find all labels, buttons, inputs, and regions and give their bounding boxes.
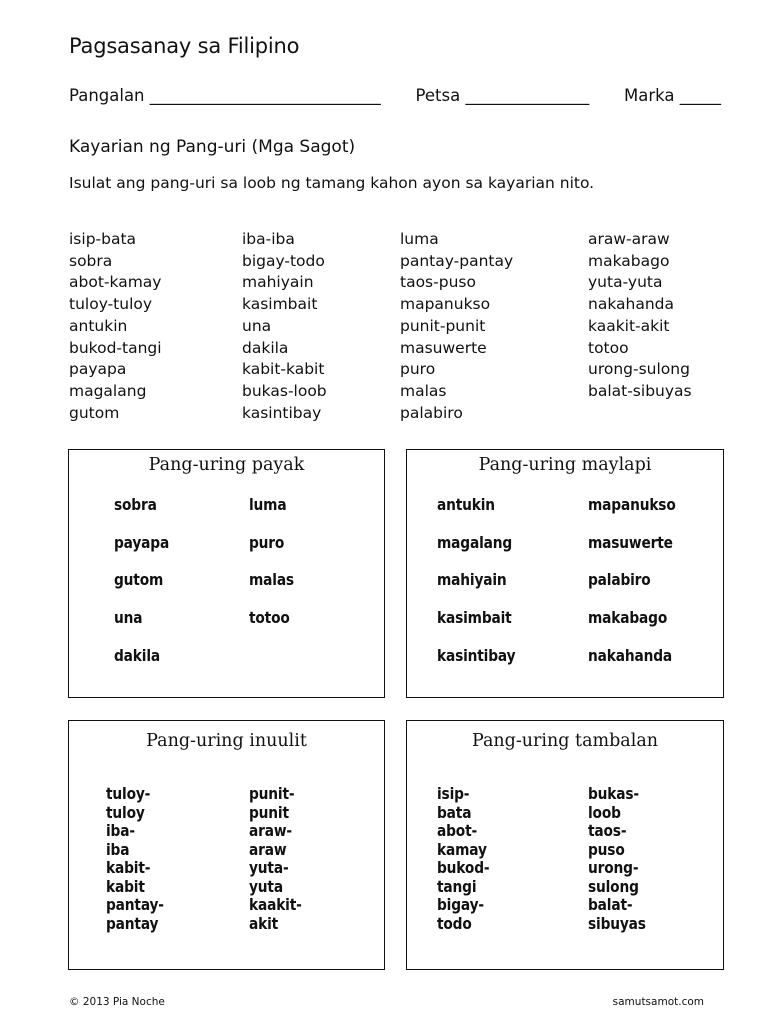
date-field[interactable]: Petsa _______________ <box>415 86 590 105</box>
answer-word: antukin <box>437 495 495 514</box>
word-bank-item: kasimbait <box>242 295 318 314</box>
word-bank-column <box>69 229 242 424</box>
word-bank-item: nakahanda <box>588 295 675 314</box>
answer-word: pantay-pantay <box>106 895 164 933</box>
word-bank-item: una <box>242 316 272 335</box>
answer-word: kasimbait <box>437 608 512 628</box>
instructions: Isulat ang pang-uri sa loob ng tamang kahon ayon sa kayarian nito. <box>69 174 595 192</box>
word-bank-item: iba-iba <box>242 230 295 248</box>
word-bank-item: bigay-todo <box>242 251 325 270</box>
answer-word: malas <box>249 570 294 590</box>
answer-word: kaakit-akit <box>249 895 302 933</box>
answer-word: luma <box>249 495 287 514</box>
box-title: Pang-uring inuulit <box>146 731 307 751</box>
word-bank-item: kaakit-akit <box>588 316 670 335</box>
word-bank-item: bukod-tangi <box>69 338 162 357</box>
word-bank-item: mapanukso <box>400 295 491 314</box>
answer-word: bukas-loob <box>588 784 639 822</box>
box-payak <box>68 449 385 698</box>
word-bank-item: abot-kamay <box>69 273 162 292</box>
word-bank-item: totoo <box>588 338 629 357</box>
word-bank-item: malas <box>400 381 447 400</box>
answer-word: urong-sulong <box>588 858 639 896</box>
box-inuulit <box>68 720 385 970</box>
name-field[interactable]: Pangalan ____________________________ <box>69 86 381 105</box>
answer-word: mapanukso <box>588 495 676 514</box>
word-bank-item: dakila <box>242 338 289 357</box>
section-title: Kayarian ng Pang-uri (Mga Sagot) <box>69 137 356 157</box>
word-bank-item: balat-sibuyas <box>588 381 692 400</box>
answer-word: araw-araw <box>249 821 292 859</box>
answer-word: puro <box>249 532 285 552</box>
answer-word: palabiro <box>588 570 651 590</box>
word-bank-item: kasintibay <box>242 403 322 422</box>
word-bank <box>69 229 709 424</box>
answer-word: masuwerte <box>588 532 673 552</box>
page-title: Pagsasanay sa Filipino <box>69 34 300 58</box>
footer-copyright: © 2013 Pia Noche <box>69 996 165 1008</box>
word-bank-item: taos-puso <box>400 273 476 292</box>
answer-word: abot-kamay <box>437 821 487 859</box>
word-bank-item: luma <box>400 230 439 248</box>
word-bank-item: makabago <box>588 251 670 270</box>
answer-word: dakila <box>114 645 160 665</box>
word-bank-item: magalang <box>69 381 147 400</box>
word-bank-item: urong-sulong <box>588 360 690 379</box>
answer-word: sobra <box>114 495 157 514</box>
info-row <box>69 86 721 105</box>
word-bank-column <box>588 229 709 424</box>
word-bank-item: kabit-kabit <box>242 360 325 379</box>
box-title: Pang-uring payak <box>148 455 305 475</box>
word-bank-item: palabiro <box>400 403 463 422</box>
answer-word: kasintibay <box>437 645 516 665</box>
answer-word: iba-iba <box>106 821 135 859</box>
word-bank-item: puro <box>400 360 436 379</box>
answer-word: payapa <box>114 532 170 552</box>
word-bank-column <box>242 229 400 424</box>
answer-word: kabit-kabit <box>106 858 151 896</box>
answer-word: balat-sibuyas <box>588 895 646 933</box>
word-bank-item: isip-bata <box>69 230 137 248</box>
answer-word: magalang <box>437 532 513 552</box>
answer-word: tuloy-tuloy <box>106 784 151 822</box>
answer-word: gutom <box>114 570 164 590</box>
answer-word: bukod-tangi <box>437 858 490 896</box>
footer-site[interactable]: samutsamot.com <box>612 996 704 1008</box>
answer-word: nakahanda <box>588 645 672 665</box>
answer-word: taos-puso <box>588 821 627 859</box>
box-title: Pang-uring maylapi <box>478 455 652 475</box>
word-bank-item: tuloy-tuloy <box>69 295 153 314</box>
word-bank-item: mahiyain <box>242 273 314 292</box>
word-bank-item: araw-araw <box>588 230 670 248</box>
answer-word: mahiyain <box>437 570 507 590</box>
answer-word: punit-punit <box>249 784 295 822</box>
word-bank-item: antukin <box>69 316 128 335</box>
answer-word: bigay-todo <box>437 895 484 933</box>
answer-word: isip-bata <box>437 784 472 822</box>
answer-word: totoo <box>249 608 290 628</box>
box-tambalan <box>406 720 724 970</box>
word-bank-item: payapa <box>69 360 127 379</box>
box-maylapi <box>406 449 724 698</box>
score-field[interactable]: Marka _____ <box>623 86 721 105</box>
word-bank-item: masuwerte <box>400 338 487 357</box>
word-bank-item: punit-punit <box>400 316 486 335</box>
word-bank-item: yuta-yuta <box>588 273 663 292</box>
word-bank-item: sobra <box>69 251 113 270</box>
word-bank-item: bukas-loob <box>242 381 327 400</box>
word-bank-item: pantay-pantay <box>400 251 514 270</box>
answer-word: makabago <box>588 608 668 628</box>
word-bank-item: gutom <box>69 403 120 422</box>
word-bank-column <box>400 229 588 424</box>
box-title: Pang-uring tambalan <box>471 731 659 751</box>
answer-word: yuta-yuta <box>249 858 289 896</box>
answer-word: una <box>114 608 143 628</box>
